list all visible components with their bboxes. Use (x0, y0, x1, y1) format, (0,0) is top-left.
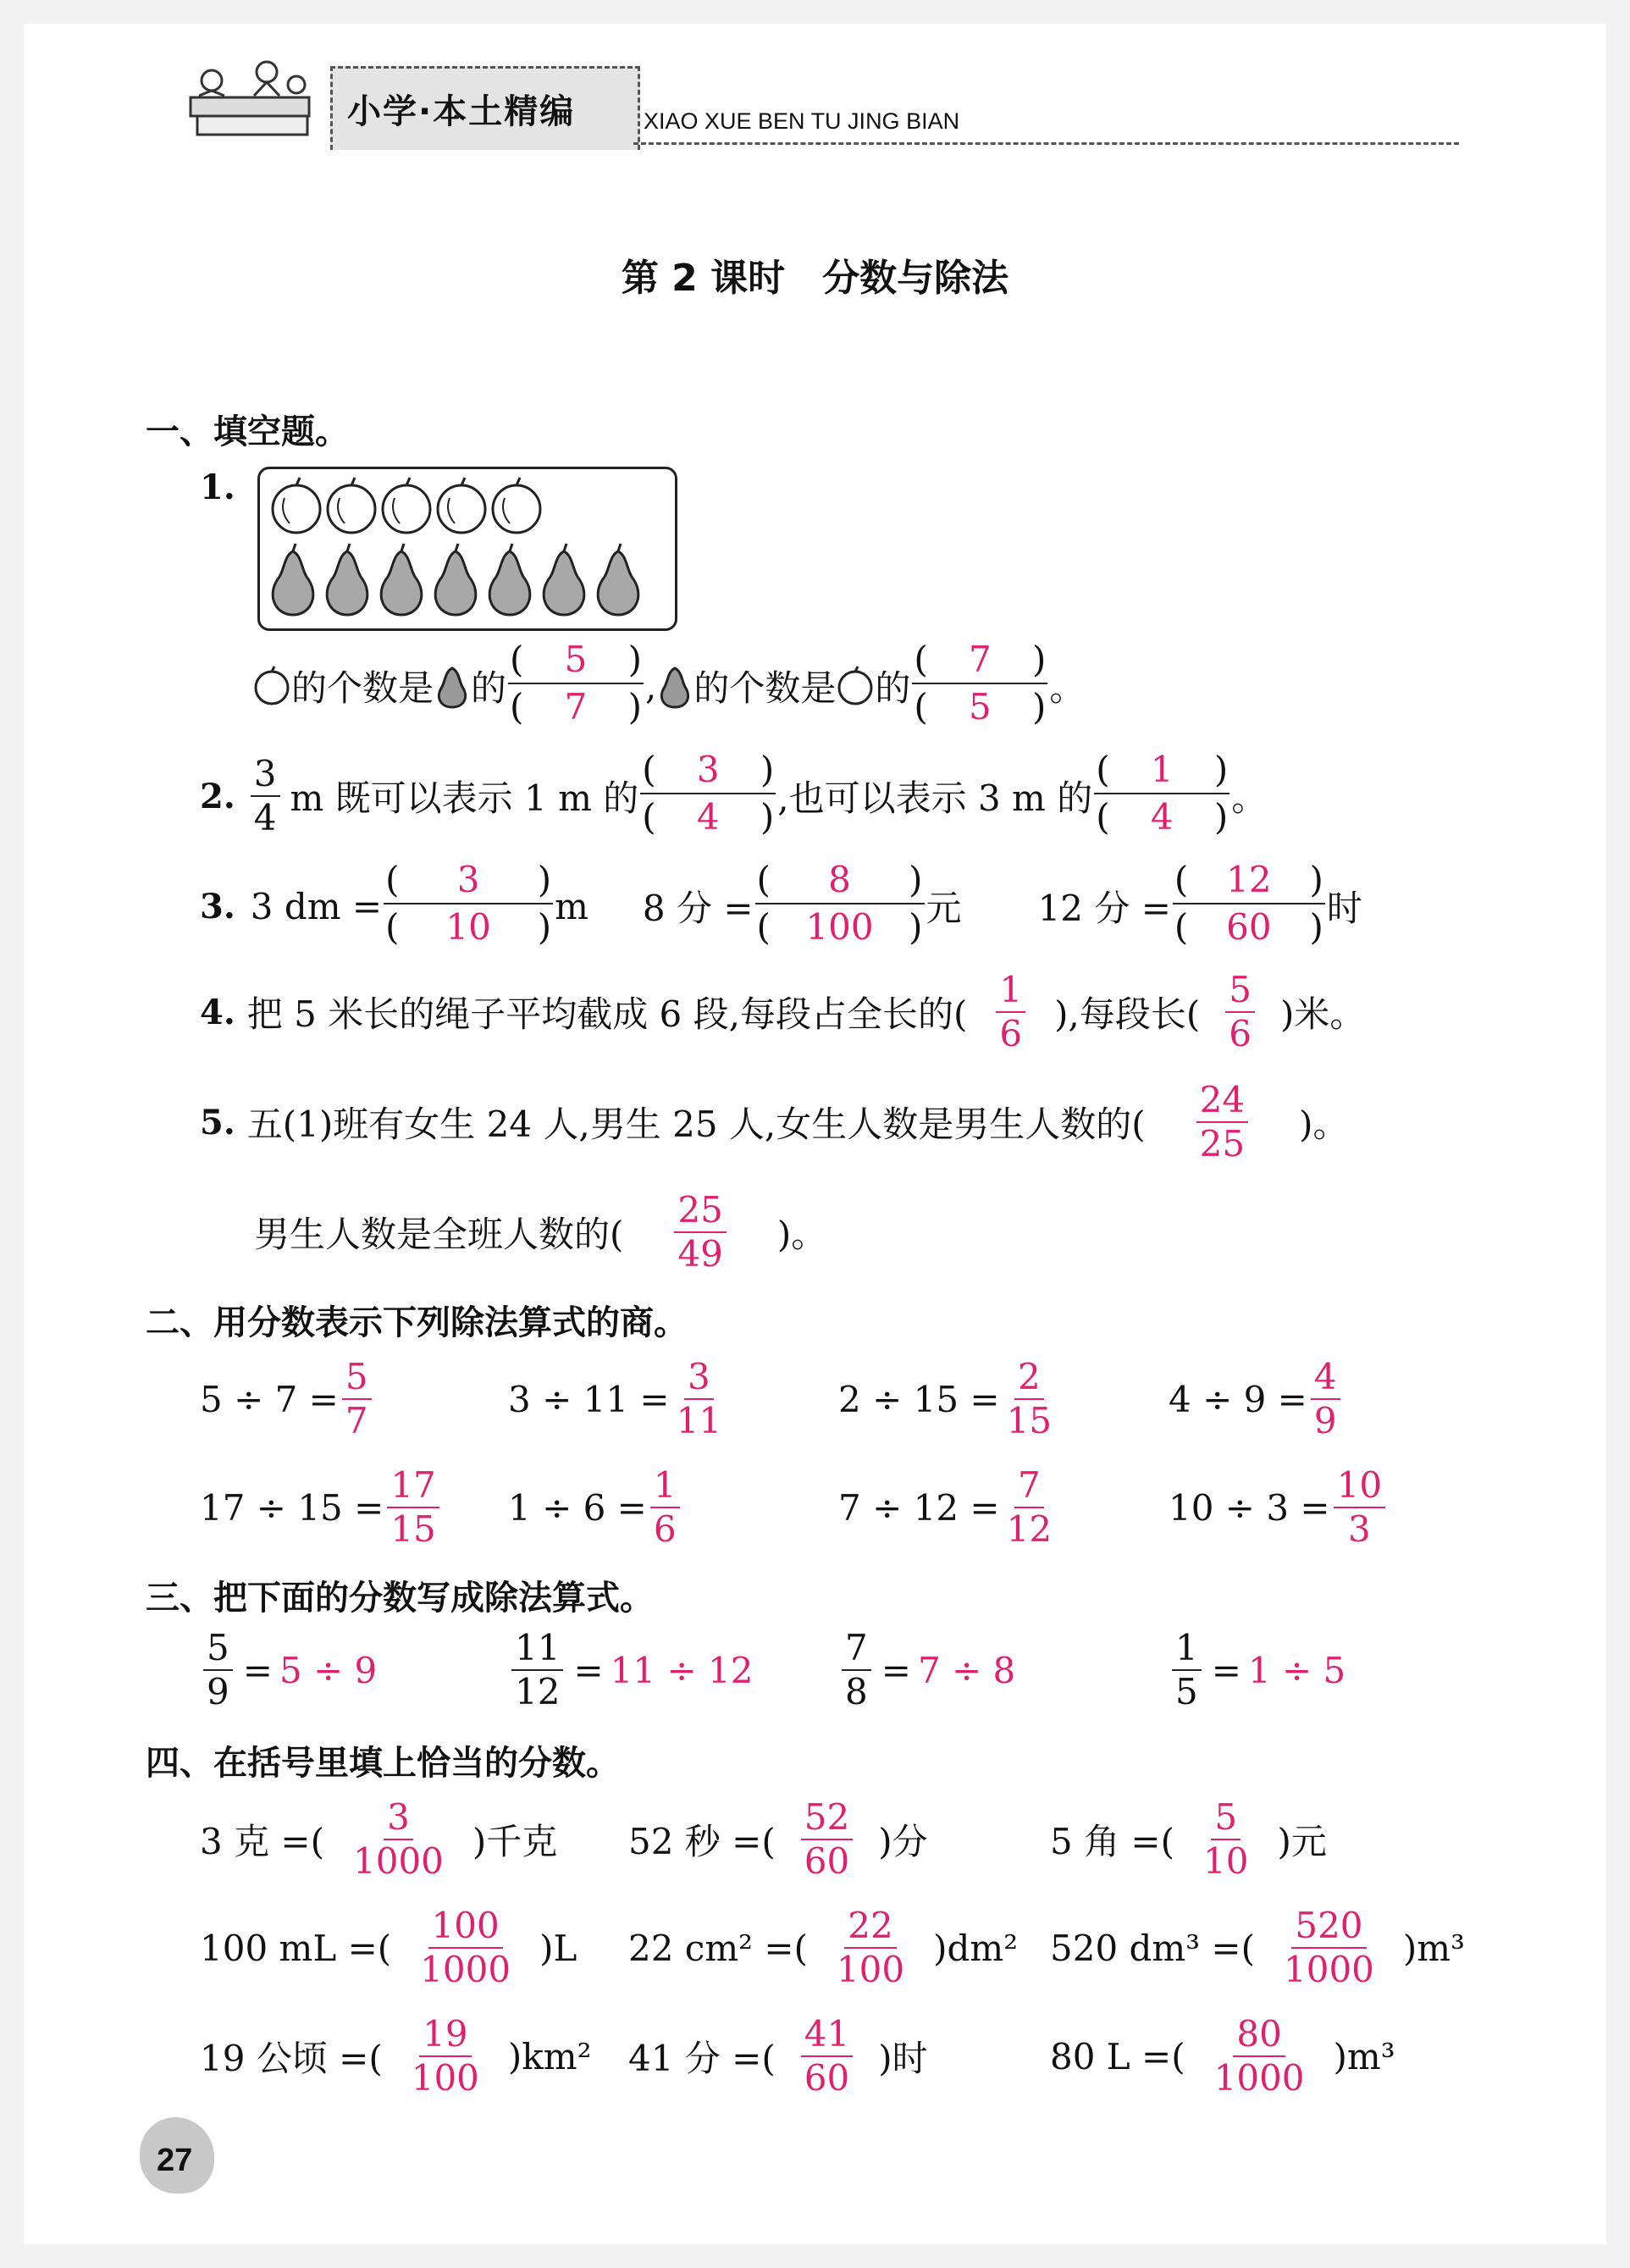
p4-answer: $\frac{41}{60}$ (801, 2016, 853, 2096)
p3-answer: 5 ÷ 9 (279, 1649, 378, 1691)
p4-answer: $\frac{3}{1000}$ (353, 1796, 444, 1882)
p4-suffix: )m³ (1333, 2035, 1395, 2077)
q2-text-2: ,也可以表示 3 m 的 (777, 777, 1093, 819)
p2-answer: $\frac{17}{15}$ (387, 1468, 439, 1547)
p4-answer: $\frac{22}{100}$ (836, 1905, 905, 1990)
p2-answer: $\frac{3}{11}$ (676, 1356, 722, 1441)
apple-icon (328, 478, 375, 533)
p4-item (1050, 1905, 1465, 1990)
p4-suffix: )m³ (1402, 1927, 1465, 1969)
p2-expression: 1 ÷ 6 = (508, 1486, 647, 1529)
header-divider (633, 142, 1459, 145)
q3-c-answer: ( 12 ) ( 60 ) (1173, 862, 1325, 950)
p2-answer: $\frac{10}{3}$ (1334, 1468, 1385, 1547)
p4-item (1050, 2013, 1395, 2099)
q4-line (200, 969, 1366, 1054)
q5-text-2: )。 (1299, 1104, 1349, 1145)
pear-icon (273, 544, 313, 615)
q1-answer-1: ( 5 ) ( 7 ) (508, 642, 644, 730)
q5-number: 5. (200, 1102, 235, 1142)
q3-c-prefix: 12 分 = (1037, 888, 1171, 929)
q4-text-1: 把 5 米长的绳子平均截成 6 段,每段占全长的( (246, 993, 968, 1035)
p2-item (200, 1356, 375, 1441)
q1-answer-2: ( 7 ) ( 5 ) (912, 642, 1047, 730)
pear-icon (489, 544, 530, 615)
p3-answer: 7 ÷ 8 (917, 1649, 1016, 1691)
p4-prefix: 5 角 =( (1050, 1821, 1175, 1862)
q1-number: 1. (200, 467, 235, 507)
p2-expression: 5 ÷ 7 = (200, 1378, 339, 1420)
p4-suffix: )分 (878, 1821, 928, 1862)
q1-separator: , (645, 665, 657, 707)
q5-text-3: 男生人数是全班人数的( (254, 1214, 624, 1255)
q3-b-prefix: 8 分 = (642, 888, 754, 929)
section-4-heading: 四、在括号里填上恰当的分数。 (146, 1744, 620, 1783)
p4-suffix: )时 (878, 2038, 928, 2079)
p4-suffix: )L (539, 1927, 577, 1969)
section-3-heading: 三、把下面的分数写成除法算式。 (146, 1579, 654, 1618)
apple-icon (493, 478, 540, 533)
p2-item (838, 1356, 1058, 1441)
p3-fraction: $\frac{1}{5}$ (1172, 1630, 1202, 1710)
p4-prefix: 19 公顷 =( (200, 2038, 383, 2079)
p4-answer: $\frac{520}{1000}$ (1284, 1905, 1374, 1990)
p2-expression: 2 ÷ 15 = (838, 1378, 1000, 1420)
q4-text-2: ),每段长( (1054, 993, 1201, 1035)
p4-prefix: 80 L =( (1050, 2035, 1185, 2077)
q1-end: 。 (1049, 667, 1086, 709)
p2-item (508, 1464, 683, 1550)
q5-answer-b: $\frac{25}{49}$ (674, 1192, 726, 1272)
p4-answer: $\frac{52}{60}$ (801, 1800, 853, 1879)
q4-answer-b: $\frac{5}{6}$ (1225, 972, 1255, 1052)
p2-answer: $\frac{1}{6}$ (650, 1468, 680, 1547)
p2-item (200, 1464, 443, 1550)
p4-prefix: 520 dm³ =( (1050, 1927, 1255, 1969)
p3-fraction: $\frac{7}{8}$ (842, 1630, 871, 1710)
p3-item (200, 1627, 378, 1712)
p4-answer: $\frac{100}{1000}$ (420, 1905, 511, 1990)
p3-equals: = (242, 1649, 273, 1691)
p3-equals: = (881, 1649, 911, 1691)
p4-prefix: 41 分 =( (628, 2038, 776, 2079)
p2-expression: 10 ÷ 3 = (1169, 1486, 1330, 1529)
p3-item (508, 1627, 754, 1712)
p2-expression: 7 ÷ 12 = (838, 1486, 1000, 1529)
p4-suffix: )千克 (472, 1821, 558, 1862)
q3-a-prefix: 3 dm = (250, 885, 383, 927)
p3-equals: = (1211, 1649, 1241, 1691)
p4-prefix: 3 克 =( (200, 1821, 325, 1862)
students-books-icon (174, 47, 326, 148)
p3-equals: = (573, 1649, 604, 1691)
q1-text-2: 的 (471, 667, 507, 709)
q1-text-3: 的个数是 (693, 667, 837, 709)
q2-line (200, 749, 1268, 840)
q1-text-1: 的个数是 (291, 667, 434, 709)
q2-text-1: m 既可以表示 1 m 的 (290, 777, 639, 819)
q5-line-2 (254, 1189, 827, 1275)
p4-item (200, 2013, 592, 2099)
q2-number: 2. (200, 776, 235, 816)
q5-text-1: 五(1)班有女生 24 人,男生 25 人,女生人数是男生人数的( (246, 1104, 1146, 1145)
p3-fraction: $\frac{5}{9}$ (203, 1630, 233, 1710)
page-number: 27 (157, 2143, 193, 2178)
q3-b-unit: 元 (926, 888, 962, 929)
p4-item (628, 1905, 1019, 1990)
apple-icon (273, 478, 320, 533)
p4-answer: $\frac{5}{10}$ (1203, 1796, 1249, 1882)
apple-icon (252, 665, 291, 707)
p2-answer: $\frac{4}{9}$ (1311, 1359, 1340, 1439)
p2-item (1169, 1464, 1389, 1550)
q3-number: 3. (200, 886, 235, 927)
header-subtitle: XIAO XUE BEN TU JING BIAN (644, 108, 960, 134)
pear-icon (327, 544, 367, 615)
pear-icon (435, 544, 476, 615)
q4-answer-a: $\frac{1}{6}$ (996, 972, 1025, 1052)
p4-item (1050, 1796, 1327, 1882)
p2-answer: $\frac{7}{12}$ (1006, 1464, 1053, 1550)
p4-suffix: )元 (1277, 1821, 1327, 1862)
p3-item (1169, 1627, 1346, 1712)
p4-prefix: 100 mL =( (200, 1927, 392, 1969)
p4-item (628, 2013, 928, 2099)
p2-answer: $\frac{5}{7}$ (342, 1359, 372, 1439)
pear-icon (656, 663, 693, 709)
q3-b-answer: ( 8 ) ( 100 ) (755, 862, 925, 950)
q3-line (200, 859, 1362, 950)
pear-icon (544, 544, 584, 615)
p2-item (838, 1464, 1058, 1550)
q1-text-4: 的 (875, 667, 911, 709)
q5-text-4: )。 (776, 1214, 827, 1255)
q3-a-unit: m (555, 885, 588, 927)
apple-icon (438, 478, 485, 533)
p2-expression: 17 ÷ 15 = (200, 1486, 384, 1529)
apple-icon (836, 665, 875, 707)
q4-number: 4. (200, 992, 235, 1032)
header-title: 小学·本土精编 (347, 92, 576, 131)
pear-icon (434, 663, 471, 709)
q1-line (252, 639, 1086, 730)
p3-answer: 1 ÷ 5 (1247, 1649, 1346, 1691)
section-1-heading: 一、填空题。 (146, 412, 349, 451)
p4-suffix: )dm² (933, 1927, 1019, 1969)
p4-item (200, 1796, 558, 1882)
p2-item (1169, 1356, 1344, 1441)
p4-item (200, 1905, 577, 1990)
q2-fraction: $\frac{3}{4}$ (251, 756, 280, 836)
p2-answer: $\frac{2}{15}$ (1006, 1356, 1053, 1441)
q2-answer-1: ( 3 ) ( 4 ) (640, 752, 776, 840)
p2-expression: 4 ÷ 9 = (1169, 1378, 1307, 1420)
q5-line-1 (200, 1079, 1349, 1164)
p4-answer: $\frac{19}{100}$ (411, 2013, 479, 2099)
p4-answer: $\frac{80}{1000}$ (1213, 2013, 1305, 2099)
q3-c-unit: 时 (1326, 888, 1362, 929)
p3-answer: 11 ÷ 12 (610, 1649, 754, 1691)
q4-text-3: )米。 (1279, 993, 1366, 1035)
q2-end: 。 (1231, 777, 1268, 819)
q3-a-answer: ( 3 ) ( 10 ) (384, 862, 553, 950)
p3-item (838, 1627, 1016, 1712)
p3-fraction: $\frac{11}{12}$ (511, 1630, 563, 1710)
apples-and-pears-illustration (262, 471, 669, 623)
p2-expression: 3 ÷ 11 = (508, 1378, 670, 1420)
pear-icon (598, 544, 638, 615)
p4-item (628, 1796, 928, 1882)
q5-answer-a: $\frac{24}{25}$ (1196, 1082, 1248, 1162)
pear-icon (381, 544, 422, 615)
apple-icon (383, 478, 430, 533)
q2-answer-2: ( 1 ) ( 4 ) (1094, 752, 1229, 840)
page-title: 第 2 课时 分数与除法 (621, 257, 1009, 300)
p4-prefix: 52 秒 =( (628, 1821, 776, 1862)
section-2-heading: 二、用分数表示下列除法算式的商。 (146, 1303, 688, 1342)
p4-suffix: )km² (507, 2035, 592, 2077)
p4-prefix: 22 cm² =( (628, 1927, 808, 1969)
p2-item (508, 1356, 728, 1441)
